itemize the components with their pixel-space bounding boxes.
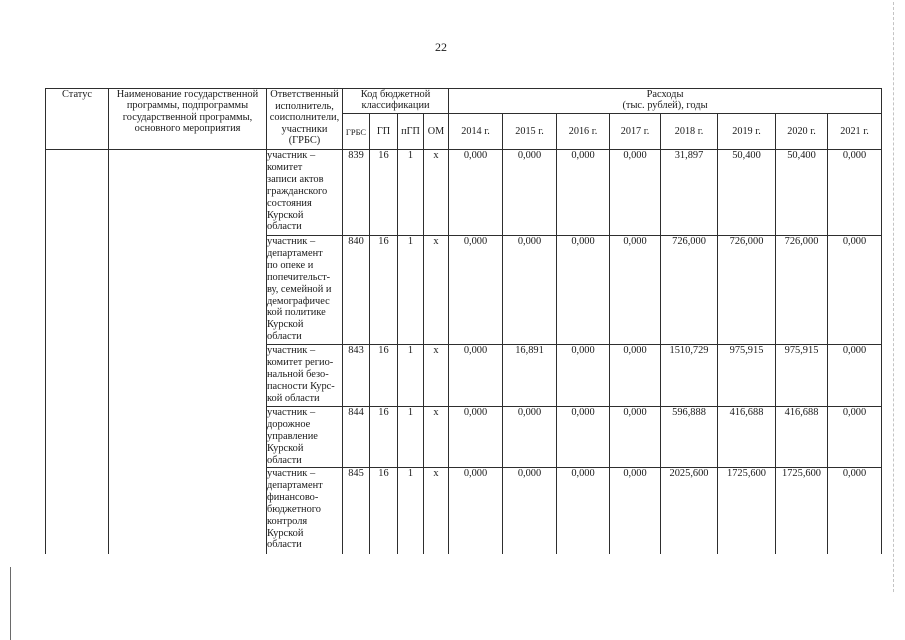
header-responsible: Ответственный исполнитель, соисполнители, участники (ГРБС) — [267, 89, 343, 150]
expense-2019-cell: 1725,600 — [718, 468, 776, 554]
header-year-2021: 2021 г. — [828, 114, 882, 150]
header-code-pgp: пГП — [398, 114, 424, 150]
expense-2016-cell: 0,000 — [557, 150, 610, 236]
om-cell: х — [424, 407, 449, 468]
expense-2014-cell: 0,000 — [449, 236, 503, 345]
expense-2021-cell: 0,000 — [828, 150, 882, 236]
expense-2019-cell: 975,915 — [718, 345, 776, 407]
program-name-cell — [109, 150, 267, 554]
expense-2018-cell: 596,888 — [661, 407, 718, 468]
expense-2014-cell: 0,000 — [449, 150, 503, 236]
header-status: Статус — [46, 89, 109, 150]
header-year-2019: 2019 г. — [718, 114, 776, 150]
header-year-2014: 2014 г. — [449, 114, 503, 150]
expense-2014-cell: 0,000 — [449, 468, 503, 554]
header-row — [46, 89, 882, 114]
expense-2020-cell: 1725,600 — [776, 468, 828, 554]
header-program-name: Наименование государственной программы, подпрограммы государственной программы, основного мероприятия — [109, 89, 267, 150]
header-year-2015: 2015 г. — [503, 114, 557, 150]
expense-2014-cell: 0,000 — [449, 345, 503, 407]
scan-edge-artifact — [10, 567, 11, 640]
expense-2021-cell: 0,000 — [828, 468, 882, 554]
gp-cell: 16 — [370, 345, 398, 407]
expense-2021-cell: 0,000 — [828, 236, 882, 345]
header-year-2017: 2017 г. — [610, 114, 661, 150]
table-row — [46, 150, 882, 236]
grbs-cell: 844 — [343, 407, 370, 468]
expense-2015-cell: 16,891 — [503, 345, 557, 407]
pgp-cell: 1 — [398, 345, 424, 407]
expense-2019-cell: 416,688 — [718, 407, 776, 468]
gp-cell: 16 — [370, 150, 398, 236]
expense-2020-cell: 975,915 — [776, 345, 828, 407]
expense-2015-cell: 0,000 — [503, 468, 557, 554]
grbs-cell: 839 — [343, 150, 370, 236]
pgp-cell: 1 — [398, 468, 424, 554]
pgp-cell: 1 — [398, 407, 424, 468]
expense-2016-cell: 0,000 — [557, 345, 610, 407]
expense-2017-cell: 0,000 — [610, 150, 661, 236]
expense-2018-cell: 726,000 — [661, 236, 718, 345]
participant-cell: участник – дорожное управление Курской области — [267, 407, 343, 468]
expense-2016-cell: 0,000 — [557, 468, 610, 554]
expense-2019-cell: 726,000 — [718, 236, 776, 345]
participant-cell: участник – департамент финансово- бюджетного контроля Курской области — [267, 468, 343, 554]
header-code-grbs: ГРБС — [343, 114, 370, 150]
expense-2016-cell: 0,000 — [557, 236, 610, 345]
expense-2017-cell: 0,000 — [610, 407, 661, 468]
pgp-cell: 1 — [398, 150, 424, 236]
expense-2015-cell: 0,000 — [503, 407, 557, 468]
expense-2020-cell: 726,000 — [776, 236, 828, 345]
status-cell — [46, 150, 109, 554]
om-cell: х — [424, 150, 449, 236]
expense-2017-cell: 0,000 — [610, 236, 661, 345]
expense-2014-cell: 0,000 — [449, 407, 503, 468]
gp-cell: 16 — [370, 236, 398, 345]
expense-2018-cell: 1510,729 — [661, 345, 718, 407]
expense-2015-cell: 0,000 — [503, 236, 557, 345]
expense-2021-cell: 0,000 — [828, 407, 882, 468]
header-code-gp: ГП — [370, 114, 398, 150]
grbs-cell: 845 — [343, 468, 370, 554]
participant-cell: участник – комитет регио- нальной безо- пасности Курс- кой области — [267, 345, 343, 407]
expense-2020-cell: 50,400 — [776, 150, 828, 236]
grbs-cell: 843 — [343, 345, 370, 407]
expense-2021-cell: 0,000 — [828, 345, 882, 407]
header-code-om: ОМ — [424, 114, 449, 150]
header-year-2016: 2016 г. — [557, 114, 610, 150]
gp-cell: 16 — [370, 468, 398, 554]
expense-2017-cell: 0,000 — [610, 468, 661, 554]
expense-2019-cell: 50,400 — [718, 150, 776, 236]
page-number: 22 — [435, 40, 447, 54]
expense-2018-cell: 2025,600 — [661, 468, 718, 554]
expense-2020-cell: 416,688 — [776, 407, 828, 468]
expense-2016-cell: 0,000 — [557, 407, 610, 468]
header-expenses: Расходы (тыс. рублей), годы — [449, 89, 882, 114]
participant-cell: участник – департамент по опеке и попечительст- ву, семейной и демографичес кой политике Курской области — [267, 236, 343, 345]
expense-2018-cell: 31,897 — [661, 150, 718, 236]
scan-edge-artifact — [893, 2, 894, 592]
participant-cell: участник – комитет записи актов гражданского состояния Курской области — [267, 150, 343, 236]
header-budget-code: Код бюджетной классификации — [343, 89, 449, 114]
expense-2017-cell: 0,000 — [610, 345, 661, 407]
om-cell: х — [424, 345, 449, 407]
header-year-2018: 2018 г. — [661, 114, 718, 150]
budget-table — [45, 88, 882, 554]
om-cell: х — [424, 236, 449, 345]
om-cell: х — [424, 468, 449, 554]
grbs-cell: 840 — [343, 236, 370, 345]
pgp-cell: 1 — [398, 236, 424, 345]
expense-2015-cell: 0,000 — [503, 150, 557, 236]
gp-cell: 16 — [370, 407, 398, 468]
header-year-2020: 2020 г. — [776, 114, 828, 150]
